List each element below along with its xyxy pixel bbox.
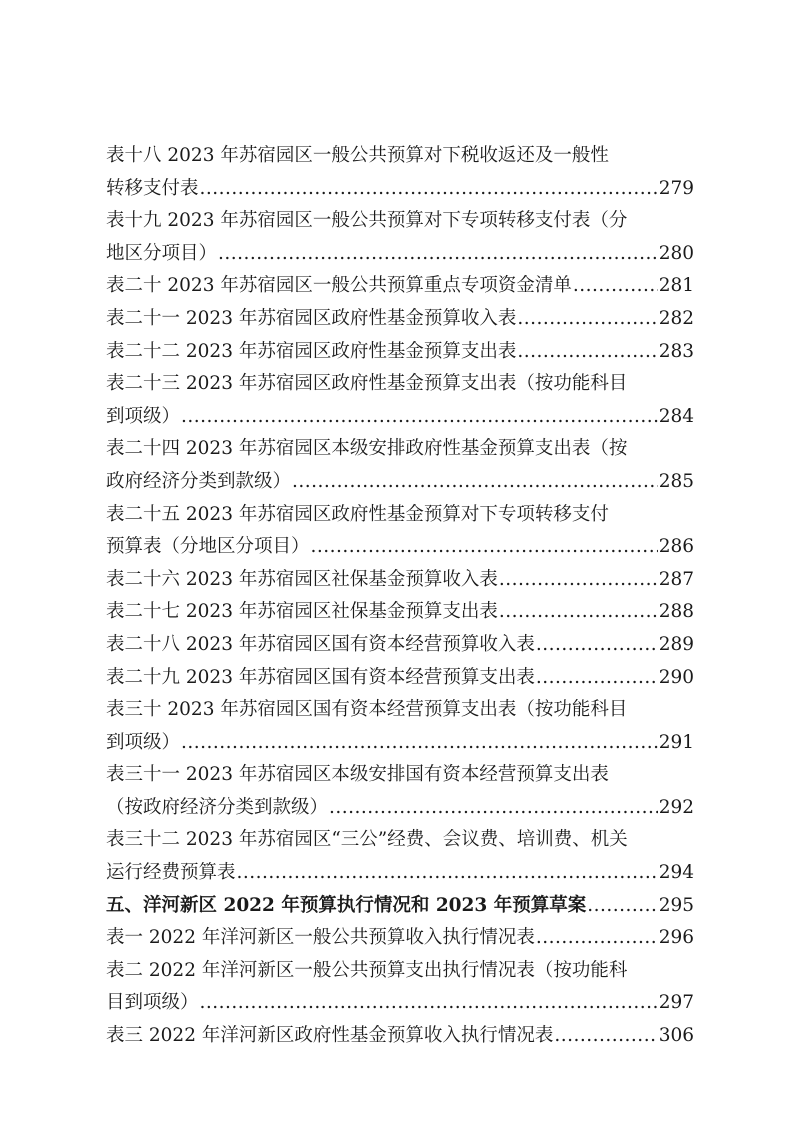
toc-entry-line	[106, 401, 694, 434]
toc-entry[interactable]	[106, 205, 694, 270]
dot-leader	[329, 792, 658, 825]
dot-leader	[292, 466, 658, 499]
toc-entry-line	[106, 857, 694, 890]
toc-entry-line	[106, 662, 694, 695]
toc-entry-line	[106, 564, 694, 597]
toc-entry-line	[106, 531, 694, 564]
toc-page-number: 290	[658, 666, 694, 688]
dot-leader	[573, 270, 658, 303]
toc-page-number: 282	[658, 307, 694, 329]
toc-entry-line	[106, 955, 694, 988]
toc-entry[interactable]	[106, 140, 694, 205]
dot-leader	[536, 662, 658, 695]
dot-leader	[237, 857, 658, 890]
toc-entry-title: 表二十三 2023 年苏宿园区政府性基金预算支出表（按功能科目	[106, 373, 628, 395]
toc-entry-title: 表二十四 2023 年苏宿园区本级安排政府性基金预算支出表（按	[106, 438, 628, 460]
toc-entry-line	[106, 890, 694, 923]
dot-leader	[587, 890, 657, 923]
dot-leader	[536, 629, 658, 662]
dot-leader	[536, 922, 658, 955]
toc-entry-title: 表二十六 2023 年苏宿园区社保基金预算收入表	[106, 568, 498, 590]
toc-page-number: 283	[658, 340, 694, 362]
toc-entry-title: 表三十一 2023 年苏宿园区本级安排国有资本经营预算支出表	[106, 764, 609, 786]
toc-page-number: 287	[658, 568, 694, 590]
toc-page-number: 292	[658, 796, 694, 818]
toc-page-number: 295	[658, 894, 694, 916]
dot-leader	[218, 238, 658, 271]
toc-entry-line	[106, 792, 694, 825]
toc-entry-title: 转移支付表	[106, 177, 199, 199]
toc-page-number: 294	[658, 862, 694, 884]
toc-entry-title: 表二十二 2023 年苏宿园区政府性基金预算支出表	[106, 340, 517, 362]
toc-page-number: 289	[658, 633, 694, 655]
dot-leader	[200, 173, 658, 206]
toc-section-heading[interactable]	[106, 890, 694, 923]
toc-entry-title: 五、洋河新区 2022 年预算执行情况和 2023 年预算草案	[106, 894, 587, 916]
dot-leader	[554, 1020, 657, 1053]
toc-entry[interactable]	[106, 662, 694, 695]
toc-entry[interactable]	[106, 303, 694, 336]
toc-entry-title: 表二 2022 年洋河新区一般公共预算支出执行情况表（按功能科	[106, 959, 628, 981]
toc-page-number: 288	[658, 601, 694, 623]
toc-entry-line	[106, 270, 694, 303]
toc-entry[interactable]	[106, 955, 694, 1020]
toc-entry[interactable]	[106, 759, 694, 824]
toc-entry[interactable]	[106, 629, 694, 662]
toc-entry-title: （按政府经济分类到款级）	[106, 796, 329, 818]
toc-page-number: 306	[658, 1025, 694, 1047]
toc-entry-title: 到项级）	[106, 731, 181, 753]
dot-leader	[517, 303, 657, 336]
toc-entry-title: 表二十五 2023 年苏宿园区政府性基金预算对下专项转移支付	[106, 503, 609, 525]
toc-entry-title: 表二十九 2023 年苏宿园区国有资本经营预算支出表	[106, 666, 535, 688]
dot-leader	[517, 336, 657, 369]
dot-leader	[200, 987, 658, 1020]
dot-leader	[181, 401, 658, 434]
toc-entry-title: 目到项级）	[106, 992, 199, 1014]
toc-entry-line	[106, 466, 694, 499]
dot-leader	[311, 531, 658, 564]
toc-entry-line	[106, 205, 694, 238]
toc-entry-title: 表三十 2023 年苏宿园区国有资本经营预算支出表（按功能科目	[106, 699, 628, 721]
toc-entry[interactable]	[106, 596, 694, 629]
toc-page-number: 280	[658, 242, 694, 264]
toc-entry[interactable]	[106, 270, 694, 303]
toc-entry-title: 表二十一 2023 年苏宿园区政府性基金预算收入表	[106, 307, 517, 329]
toc-entry-title: 政府经济分类到款级）	[106, 470, 292, 492]
toc-entry-title: 表二十 2023 年苏宿园区一般公共预算重点专项资金清单	[106, 275, 572, 297]
toc-entry-line	[106, 596, 694, 629]
toc-page-number: 296	[658, 927, 694, 949]
toc-page-number: 285	[658, 470, 694, 492]
toc-entry-line	[106, 1020, 694, 1053]
dot-leader	[499, 596, 658, 629]
toc-entry[interactable]	[106, 564, 694, 597]
toc-page-number: 291	[658, 731, 694, 753]
toc-entry[interactable]	[106, 694, 694, 759]
toc-entry-line	[106, 629, 694, 662]
toc-entry[interactable]	[106, 433, 694, 498]
toc-page-number: 279	[658, 177, 694, 199]
toc-entry[interactable]	[106, 368, 694, 433]
toc-entry-title: 表十九 2023 年苏宿园区一般公共预算对下专项转移支付表（分	[106, 210, 628, 232]
toc-entry[interactable]	[106, 824, 694, 889]
toc-entry-line	[106, 694, 694, 727]
toc-page-number: 286	[658, 536, 694, 558]
toc-entry-line	[106, 727, 694, 760]
toc-entry-line	[106, 303, 694, 336]
toc-entry[interactable]	[106, 1020, 694, 1053]
toc-entry-line	[106, 368, 694, 401]
toc-entry[interactable]	[106, 922, 694, 955]
toc-entry-title: 表三十二 2023 年苏宿园区“三公”经费、会议费、培训费、机关	[106, 829, 628, 851]
toc-entry-title: 表一 2022 年洋河新区一般公共预算收入执行情况表	[106, 927, 535, 949]
toc-entry-line	[106, 759, 694, 792]
toc-page-number: 284	[658, 405, 694, 427]
toc-entry-title: 表三 2022 年洋河新区政府性基金预算收入执行情况表	[106, 1025, 554, 1047]
toc-entry[interactable]	[106, 336, 694, 369]
dot-leader	[499, 564, 658, 597]
table-of-contents	[106, 140, 694, 1053]
toc-entry-line	[106, 499, 694, 532]
toc-entry-line	[106, 433, 694, 466]
toc-entry-line	[106, 173, 694, 206]
toc-page-number: 297	[658, 992, 694, 1014]
toc-entry-line	[106, 824, 694, 857]
toc-entry[interactable]	[106, 499, 694, 564]
toc-entry-line	[106, 987, 694, 1020]
toc-entry-line	[106, 238, 694, 271]
toc-entry-line	[106, 922, 694, 955]
toc-entry-title: 预算表（分地区分项目）	[106, 536, 310, 558]
toc-entry-title: 地区分项目）	[106, 242, 218, 264]
toc-entry-line	[106, 336, 694, 369]
toc-entry-line	[106, 140, 694, 173]
toc-entry-title: 运行经费预算表	[106, 862, 236, 884]
toc-page-number: 281	[658, 275, 694, 297]
dot-leader	[181, 727, 658, 760]
toc-entry-title: 到项级）	[106, 405, 181, 427]
toc-entry-title: 表二十八 2023 年苏宿园区国有资本经营预算收入表	[106, 633, 535, 655]
toc-entry-title: 表十八 2023 年苏宿园区一般公共预算对下税收返还及一般性	[106, 145, 609, 166]
toc-entry-title: 表二十七 2023 年苏宿园区社保基金预算支出表	[106, 601, 498, 623]
